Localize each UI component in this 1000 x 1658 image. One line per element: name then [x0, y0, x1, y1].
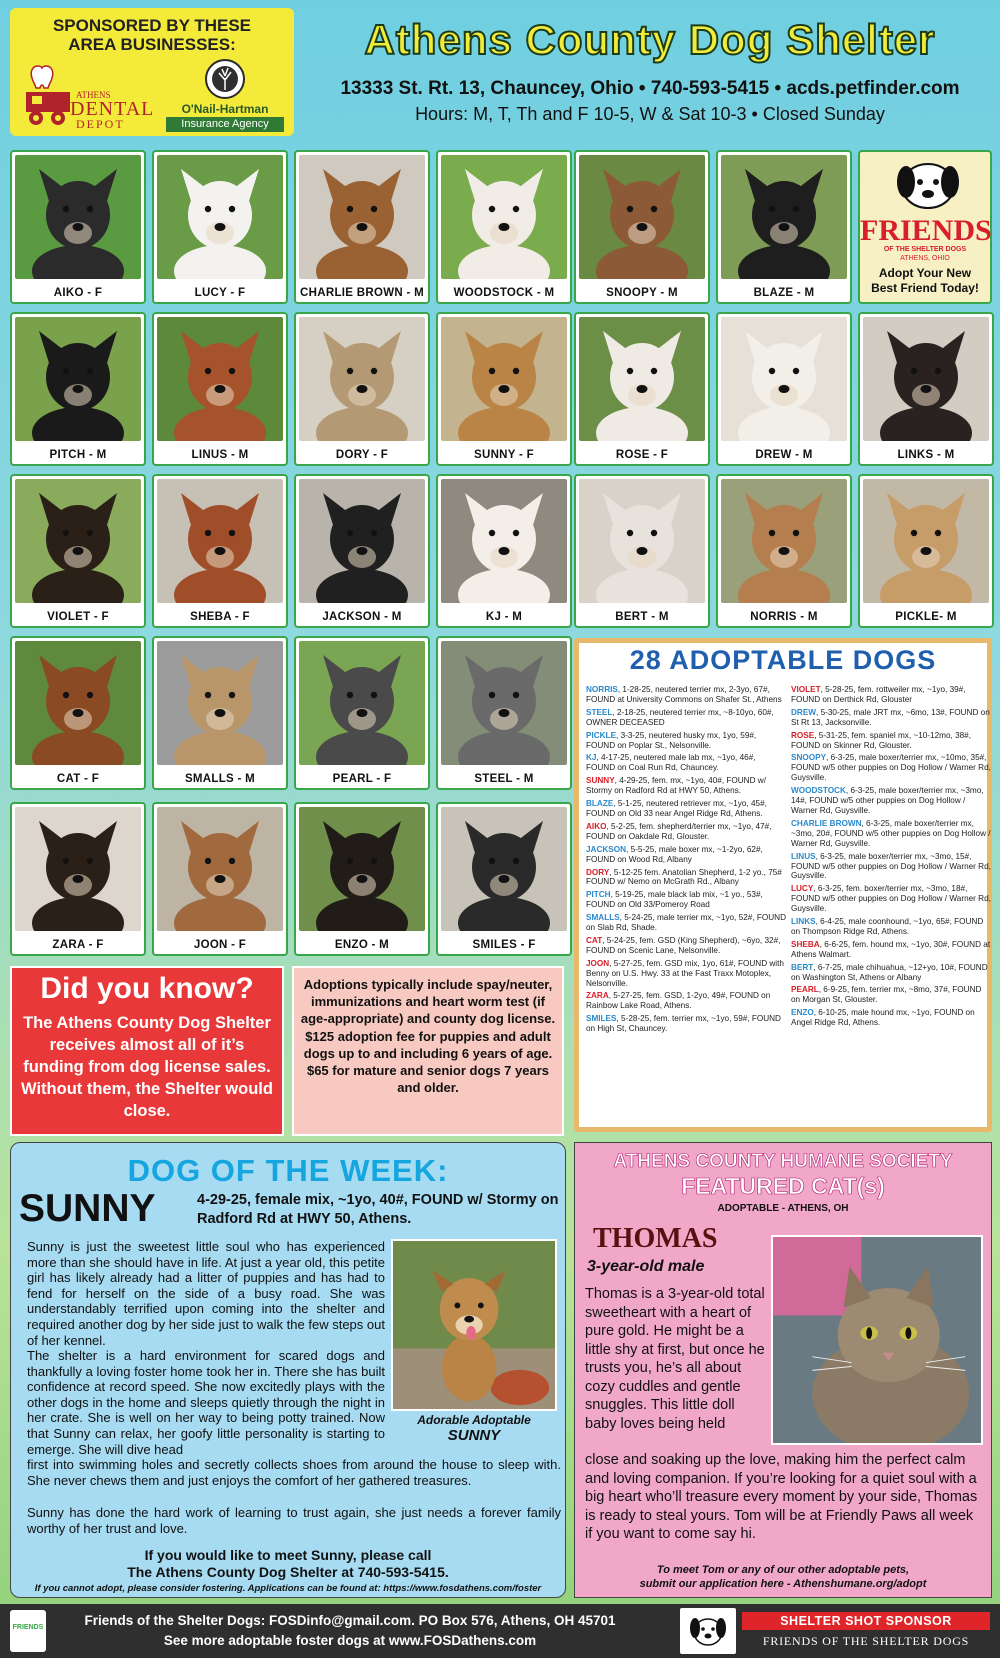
dog-name-label: CAT - F: [56, 773, 100, 785]
thomas-photo: [771, 1235, 983, 1445]
dog-photo-icon: [863, 479, 989, 603]
list-item-name: JACKSON: [586, 844, 627, 854]
dog-photo: [15, 479, 141, 603]
dog-name-label: VIOLET - F: [47, 611, 109, 623]
list-item-details: , 5-28-25, fem. terrier mx, ~1yo, 59#, FOUND on High St, Chauncey.: [586, 1014, 781, 1034]
dog-card[interactable]: [152, 312, 288, 466]
dog-photo: [721, 317, 847, 441]
shelter-address[interactable]: 13333 St. Rt. 13, Chauncey, Ohio • 740-593-5415 • acds.petfinder.com: [340, 78, 960, 99]
dog-name-label: LINKS - M: [897, 449, 955, 461]
list-column-right: [791, 685, 991, 1031]
did-you-know-box: [10, 966, 284, 1136]
dog-name-label: JACKSON - M: [322, 611, 402, 623]
dog-photo: [721, 479, 847, 603]
list-item-details: , 5-2-25, fem. shepherd/terrier mx, ~1yo, 47#, FOUND on Oakdale Rd, Glouster.: [586, 821, 772, 841]
list-item-details: , 5-12-25 fem. Anatolian Shepherd, 1-2 yo., 75# FOUND w/ Nemo on McGrath Rd., Albany: [586, 867, 782, 887]
list-item: [586, 708, 786, 728]
dog-name-label: DORY - F: [335, 449, 389, 461]
list-item: [791, 963, 991, 983]
dog-photo-icon: [157, 641, 283, 765]
dog-of-week-paragraph: first into swimming holes and secretly collects shoes from around the house to sleep with. She never chews them and just enjoys the comfort of her gathered treasures.: [27, 1457, 561, 1488]
dog-photo-icon: [579, 317, 705, 441]
dog-photo: [15, 807, 141, 931]
dog-card[interactable]: [10, 636, 146, 790]
list-item-name: LUCY: [791, 884, 814, 894]
dog-name-label: DREW - M: [755, 449, 813, 461]
dog-name-label: SUNNY - F: [474, 449, 534, 461]
footer-contact[interactable]: Friends of the Shelter Dogs: FOSDinfo@gmail.com. PO Box 576, Athens, OH 45701: [84, 1613, 616, 1628]
list-item-details: , 6-3-25, male boxer/terrier mx, ~3mo, 14#, FOUND w/5 other puppies on Dog Hollow / Warner Rd, Guysville.: [791, 786, 984, 815]
dog-card[interactable]: [716, 474, 852, 628]
list-item-name: PICKLE: [586, 730, 617, 740]
dog-of-week-name: SUNNY: [19, 1187, 156, 1230]
dog-of-week-paragraph: Sunny has done the hard work of learning to trust again, she just needs a forever family worthy of her trust and love.: [27, 1505, 561, 1536]
dog-card[interactable]: [294, 312, 430, 466]
list-item-details: , 4-29-25, fem. mx, ~1yo, 40#, FOUND w/ Stormy on Radford Rd at HWY 50, Athens.: [586, 776, 766, 796]
dog-photo: [15, 641, 141, 765]
dog-card[interactable]: [10, 312, 146, 466]
dog-photo-icon: [299, 317, 425, 441]
list-item-details: , 5-27-25, fem. GSD mix, 1yo, 61#, FOUND with Benny on U.S. Hwy. 33 at the Fast Traxx Motoplex, Nelsonville.: [586, 958, 784, 988]
dog-photo-icon: [441, 807, 567, 931]
dog-name-label: ROSE - F: [615, 449, 669, 461]
foster-link[interactable]: If you cannot adopt, please consider fostering. Applications can be found at: https://www.fosdathens.com/foster: [34, 1583, 542, 1594]
dog-mascot-icon: [880, 156, 974, 216]
dog-name-label: ZARA - F: [52, 939, 104, 951]
dog-card[interactable]: [152, 636, 288, 790]
list-item-details: , 5-19-25, male black lab mix, ~1 yo., 53#, FOUND on Old 33/Pomeroy Road: [586, 890, 763, 910]
list-item-details: , 5-30-25, male JRT mx, ~6mo, 13#, FOUND on St Rt 13, Jacksonville.: [791, 707, 990, 727]
cat-adopt-link[interactable]: To meet Tom or any of our other adoptable pets, submit our application here - Athenshumane.org/adopt: [639, 1564, 927, 1590]
dog-of-week-summary: 4-29-25, female mix, ~1yo, 40#, FOUND w/ Stormy on Radford Rd at HWY 50, Athens.: [197, 1192, 559, 1227]
dog-photo: [863, 317, 989, 441]
list-item: [791, 708, 991, 728]
list-item: [586, 799, 786, 819]
dog-photo: [441, 807, 567, 931]
dog-photo: [15, 155, 141, 279]
dog-card[interactable]: [436, 636, 572, 790]
dog-photo-icon: [299, 807, 425, 931]
dog-photo: [579, 479, 705, 603]
list-item-details: , 6-4-25, male coonhound, ~1yo, 65#, FOUND on Thompson Ridge Rd, Athens.: [791, 917, 984, 936]
list-item: [586, 685, 786, 705]
list-item-details: , 6-3-25, fem. boxer/terrier mx, ~3mo, 18#, FOUND w/5 other puppies on Dog Hollow / Warner Rd, Guysville.: [791, 884, 991, 914]
dog-name-label: LINUS - M: [191, 449, 249, 461]
dog-photo-icon: [393, 1241, 555, 1409]
dog-card[interactable]: [436, 150, 572, 304]
list-item: [791, 786, 991, 816]
featured-cat: [574, 1142, 992, 1598]
dog-photo-icon: [157, 155, 283, 279]
list-item: [791, 884, 991, 914]
dog-photo: [299, 317, 425, 441]
list-item-details: , 2-18-25, neutered terrier mx, ~8-10yo, 60#, OWNER DECEASED: [586, 707, 774, 727]
list-title: 28 ADOPTABLE DOGS: [629, 645, 937, 675]
list-item-name: PITCH: [586, 890, 611, 900]
list-item-name: AIKO: [586, 821, 607, 831]
did-you-know-text: The Athens County Dog Shelter receives almost all of it’s funding from dog license sales. Without them, the Shelter would close.: [21, 1014, 273, 1120]
adoption-fees-text: Adoptions typically include spay/neuter, immunizations and heart worm test (if age-appropriate) and county dog license. $125 adoption fee for puppies and adult dogs up to and including 6 years of age. $65 for mature and senior dogs 7 years and older.: [300, 977, 556, 1096]
dog-name-label: AIKO - F: [53, 287, 103, 299]
dog-name-label: ENZO - M: [334, 939, 390, 951]
list-item-details: , 6-10-25, male hound mx, ~1yo, FOUND on Angel Ridge Rd, Athens.: [791, 1008, 975, 1028]
dog-photo-icon: [299, 641, 425, 765]
dog-photo: [579, 317, 705, 441]
adoptable-dogs-list: [574, 638, 992, 1132]
dog-name-label: PITCH - M: [49, 449, 107, 461]
dog-photo-icon: [15, 641, 141, 765]
dog-photo: [15, 317, 141, 441]
dog-photo-icon: [441, 317, 567, 441]
dog-photo: [157, 807, 283, 931]
list-item-name: KJ: [586, 753, 597, 763]
list-item-name: WOODSTOCK: [791, 786, 846, 796]
list-item: [791, 940, 991, 960]
adoptable-location: ADOPTABLE - ATHENS, OH: [717, 1203, 849, 1214]
list-item-name: PEARL: [791, 985, 819, 995]
list-item-name: NORRIS: [586, 685, 618, 694]
dog-of-week-title: DOG OF THE WEEK:: [127, 1153, 449, 1188]
dog-name-label: PEARL - F: [332, 773, 392, 785]
humane-society-title: ATHENS COUNTY HUMANE SOCIETY: [613, 1151, 953, 1172]
contact-callout: If you would like to meet Sunny, please call The Athens County Dog Shelter at 740-593-5415.: [127, 1547, 449, 1580]
tree-seal-icon: [162, 58, 288, 102]
did-you-know-title: Did you know?: [40, 972, 254, 1005]
dog-photo: [299, 807, 425, 931]
dog-photo-icon: [721, 155, 847, 279]
list-item-name: SMILES: [586, 1014, 617, 1024]
footer-fos-name: FRIENDS OF THE SHELTER DOGS: [762, 1634, 970, 1648]
dog-name-label: BERT - M: [615, 611, 669, 623]
dog-name-label: JOON - F: [193, 939, 247, 951]
list-item: [791, 685, 991, 705]
list-item-name: BLAZE: [586, 799, 614, 809]
list-item: [586, 991, 786, 1011]
dog-card[interactable]: [574, 312, 710, 466]
dog-photo: [721, 155, 847, 279]
list-item: [586, 913, 786, 933]
list-item-details: , 5-31-25, fem. spaniel mx, ~10-12mo, 38#, FOUND on Skinner Rd, Glouster.: [791, 730, 972, 750]
cat-description-continued: close and soaking up the love, making him the perfect calm and loving companion. If you’re looking for a quiet soul with a big heart who’ll treasure every moment by your side, Thomas is ready to steal yours. Tom will be at Friendly Paws all week if you want to come say hi.: [585, 1452, 978, 1542]
sunny-photo: [391, 1239, 557, 1411]
list-item-name: CHARLIE BROWN: [791, 818, 862, 828]
list-item-details: , 6-6-25, fem. hound mx, ~1yo, 30#, FOUND at Athens Walmart.: [791, 939, 991, 959]
friends-of-shelter-dogs-card[interactable]: FRIENDS OF THE SHELTER DOGS ATHENS, OHIO Adopt Your New Best Friend Today!: [858, 150, 992, 304]
dog-photo-icon: [15, 807, 141, 931]
dog-photo: [441, 479, 567, 603]
list-item-name: SHEBA: [791, 939, 820, 949]
photo-caption: Adorable Adoptable: [417, 1413, 531, 1427]
dog-card[interactable]: [858, 312, 994, 466]
dog-mascot-icon: [680, 1608, 736, 1654]
list-item: [586, 959, 786, 989]
list-item-name: DORY: [586, 867, 610, 877]
photo-caption-name: SUNNY: [447, 1427, 501, 1444]
dog-photo: [157, 317, 283, 441]
list-item: [586, 731, 786, 751]
dog-photo-icon: [441, 479, 567, 603]
list-item-name: LINKS: [791, 917, 816, 927]
list-item-details: , 3-3-25, neutered husky mx, 1yo, 59#, FOUND on Poplar St., Nelsonville.: [586, 730, 757, 750]
list-item: [586, 845, 786, 865]
oneil-hartman-logo: O'Nail-Hartman Insurance Agency: [162, 58, 288, 132]
list-item-name: VIOLET: [791, 685, 821, 694]
dog-photo-icon: [863, 317, 989, 441]
list-item: [791, 917, 991, 937]
dog-card[interactable]: [574, 150, 710, 304]
dog-name-label: WOODSTOCK - M: [453, 287, 555, 299]
list-item-name: JOON: [586, 958, 610, 968]
dog-name-label: BLAZE - M: [753, 287, 815, 299]
list-item: [586, 890, 786, 910]
list-item-name: ROSE: [791, 730, 815, 740]
dog-photo: [157, 641, 283, 765]
list-item-name: LINUS: [791, 851, 816, 861]
dog-photo-icon: [721, 317, 847, 441]
dog-card[interactable]: [716, 150, 852, 304]
dog-name-label: LUCY - F: [194, 287, 246, 299]
dog-card[interactable]: [294, 636, 430, 790]
dog-card[interactable]: [716, 312, 852, 466]
dog-photo: [441, 317, 567, 441]
dog-photo-icon: [579, 155, 705, 279]
dog-of-week-paragraph: The shelter is a hard environment for scared dogs and thankfully a loving foster home took her in. There she has built confidence at record speed. She now excitedly plays with the other dogs in the home and sleeps quietly through the night in her crate. She is well on her way to being potty trained. Now that Sunny can relax, her goofy little personality is starting to emerge. She will dive head: [27, 1348, 385, 1457]
list-item: [791, 819, 991, 849]
cat-age: 3-year-old male: [587, 1258, 705, 1275]
list-item: [791, 1008, 991, 1028]
list-item-details: , 6-3-25, male boxer/terrier mx, ~3mo, 15#, FOUND w/5 other puppies on Dog Hollow / Warner Rd, Guysville.: [791, 851, 991, 881]
list-item: [586, 868, 786, 888]
dog-name-label: KJ - M: [485, 611, 523, 623]
dog-photo: [441, 155, 567, 279]
list-item-details: , 4-17-25, neutered male lab mx, ~1yo, 46#, FOUND on Coal Run Rd, Chauncey.: [586, 753, 756, 773]
dog-card[interactable]: [436, 802, 572, 956]
featured-cat-title: FEATURED CAT(s): [681, 1173, 885, 1199]
dog-photo-icon: [299, 479, 425, 603]
list-item-name: CAT: [586, 935, 603, 945]
dog-photo-icon: [721, 479, 847, 603]
dog-photo-icon: [15, 479, 141, 603]
list-item-details: , 6-7-25, male chihuahua, ~12+yo, 10#, FOUND on Washington St, Athens or Albany: [791, 962, 988, 982]
dog-photo-icon: [157, 479, 283, 603]
list-item-name: BERT: [791, 962, 814, 972]
dog-name-label: CHARLIE BROWN - M: [300, 287, 424, 299]
dog-photo-icon: [157, 807, 283, 931]
dog-name-label: SMILES - F: [472, 939, 536, 951]
list-item-details: , 5-24-25, male terrier mx, ~1yo, 52#, FOUND on Slab Rd, Shade.: [586, 913, 786, 933]
dog-card[interactable]: [152, 802, 288, 956]
list-item-details: , 5-5-25, male boxer mx, ~1-2yo, 62#, FOUND on Wood Rd, Albany: [586, 844, 763, 864]
dog-photo: [863, 479, 989, 603]
footer-website[interactable]: See more adoptable foster dogs at www.FOSDathens.com: [163, 1633, 537, 1648]
dog-card[interactable]: [10, 474, 146, 628]
list-item-details: , 1-28-25, neutered terrier mx, 2-3yo, 67#, FOUND at University Commons on Shafer St., Athens: [586, 685, 782, 704]
dog-name-label: SHEBA - F: [190, 611, 250, 623]
dog-photo-icon: [15, 155, 141, 279]
list-item-name: DREW: [791, 707, 817, 717]
cat-name: THOMAS: [593, 1223, 718, 1254]
dog-of-week-paragraph: Sunny is just the sweetest little soul who has experienced more than she should have in life. At just a year old, this petite girl has likely already had a litter of puppies and has had to fend for herself on the side of a busy road. She was understandably terrified upon coming into the shelter and required another dog by her side just to walk the few steps out of her kennel.: [27, 1239, 385, 1348]
dog-name-label: PICKLE- M: [895, 611, 957, 623]
dog-card[interactable]: [10, 150, 146, 304]
tooth-train-icon: [24, 62, 74, 128]
shelter-shot-sponsor-badge: SHELTER SHOT SPONSOR: [742, 1612, 990, 1630]
dog-of-the-week: [10, 1142, 566, 1598]
list-item: [586, 776, 786, 796]
list-item-name: SUNNY: [586, 776, 615, 786]
adoption-fees-box: [292, 966, 564, 1136]
dog-photo: [299, 155, 425, 279]
list-item: [791, 852, 991, 882]
dog-card[interactable]: [574, 474, 710, 628]
list-item-name: SMALLS: [586, 913, 620, 923]
list-item: [791, 985, 991, 1005]
dog-card[interactable]: [294, 474, 430, 628]
list-item: [586, 1014, 786, 1034]
list-item-details: , 6-3-25, male boxer/terrier mx, ~10mo, 35#, FOUND w/5 other puppies on Dog Hollow / Warner Rd, Guysville.: [791, 753, 991, 783]
shelter-hours: Hours: M, T, Th and F 10-5, W & Sat 10-3 • Closed Sunday: [415, 104, 885, 124]
dog-photo: [299, 641, 425, 765]
cat-photo-icon: [773, 1237, 981, 1443]
sponsor-title: SPONSORED BY THESE AREA BUSINESSES:: [52, 16, 252, 54]
dog-card[interactable]: [294, 150, 430, 304]
list-item: [791, 731, 991, 751]
dog-card[interactable]: [10, 802, 146, 956]
list-item-details: , 5-24-25, fem. GSD (King Shepherd), ~6yo, 32#, FOUND on Scenic Lane, Nelsonville.: [586, 935, 781, 955]
friends-logo-icon: FRIENDS: [10, 1610, 46, 1652]
list-item-details: , 5-28-25, fem. rottweiler mx, ~1yo, 39#, FOUND on Derthick Rd, Glouster: [791, 685, 966, 704]
dog-photo-icon: [579, 479, 705, 603]
list-item: [586, 753, 786, 773]
dog-photo-icon: [441, 641, 567, 765]
dog-card[interactable]: [858, 474, 994, 628]
dog-photo-icon: [299, 155, 425, 279]
list-item-details: , 6-9-25, fem. terrier mx, ~8mo, 37#, FOUND on Morgan St, Glouster.: [791, 985, 982, 1005]
page-title: Athens County Dog Shelter: [364, 16, 936, 63]
dog-photo-icon: [157, 317, 283, 441]
list-item: [586, 822, 786, 842]
dog-name-label: STEEL - M: [474, 773, 534, 785]
list-item: [791, 753, 991, 783]
adopt-tagline: Adopt Your New Best Friend Today!: [871, 266, 979, 295]
dog-card[interactable]: [152, 150, 288, 304]
footer: [0, 1604, 1000, 1658]
dog-card[interactable]: [436, 474, 572, 628]
dog-name-label: SMALLS - M: [184, 773, 256, 785]
list-item-name: ENZO: [791, 1008, 814, 1018]
list-item-name: ZARA: [586, 991, 609, 1001]
sponsor-box: [10, 8, 294, 136]
dog-card[interactable]: [436, 312, 572, 466]
list-item-name: STEEL: [586, 707, 613, 717]
dog-card[interactable]: [152, 474, 288, 628]
dental-depot-logo: ATHENS DENTAL DEPOT: [24, 62, 144, 128]
dog-photo-icon: [441, 155, 567, 279]
list-item: [586, 936, 786, 956]
dog-photo: [157, 479, 283, 603]
list-item-name: SNOOPY: [791, 753, 827, 763]
dog-name-label: SNOOPY - M: [606, 287, 678, 299]
list-item-details: , 5-27-25, fem. GSD, 1-2yo, 49#, FOUND on Rainbow Lake Road, Athens.: [586, 991, 771, 1011]
dog-photo: [441, 641, 567, 765]
cat-description: Thomas is a 3-year-old total sweetheart with a heart of pure gold. He might be a little shy at first, but once he trusts you, he’s all about cozy cuddles and gentle snuggles. This little doll baby loves being held: [585, 1286, 765, 1432]
list-item-details: , 6-3-25, male boxer/terrier mx, ~3mo, 20#, FOUND w/5 other puppies on Dog Hollow / Warner Rd, Guysville.: [791, 818, 991, 848]
dog-photo: [157, 155, 283, 279]
dog-name-label: NORRIS - M: [750, 611, 818, 623]
list-column-left: [586, 685, 786, 1037]
dog-photo: [579, 155, 705, 279]
list-item-details: , 5-1-25, neutered retriever mx, ~1yo, 45#, FOUND on Old 33 near Angel Ridge Rd, Athens.: [586, 799, 767, 818]
dog-photo: [299, 479, 425, 603]
dog-photo-icon: [15, 317, 141, 441]
dog-card[interactable]: [294, 802, 430, 956]
